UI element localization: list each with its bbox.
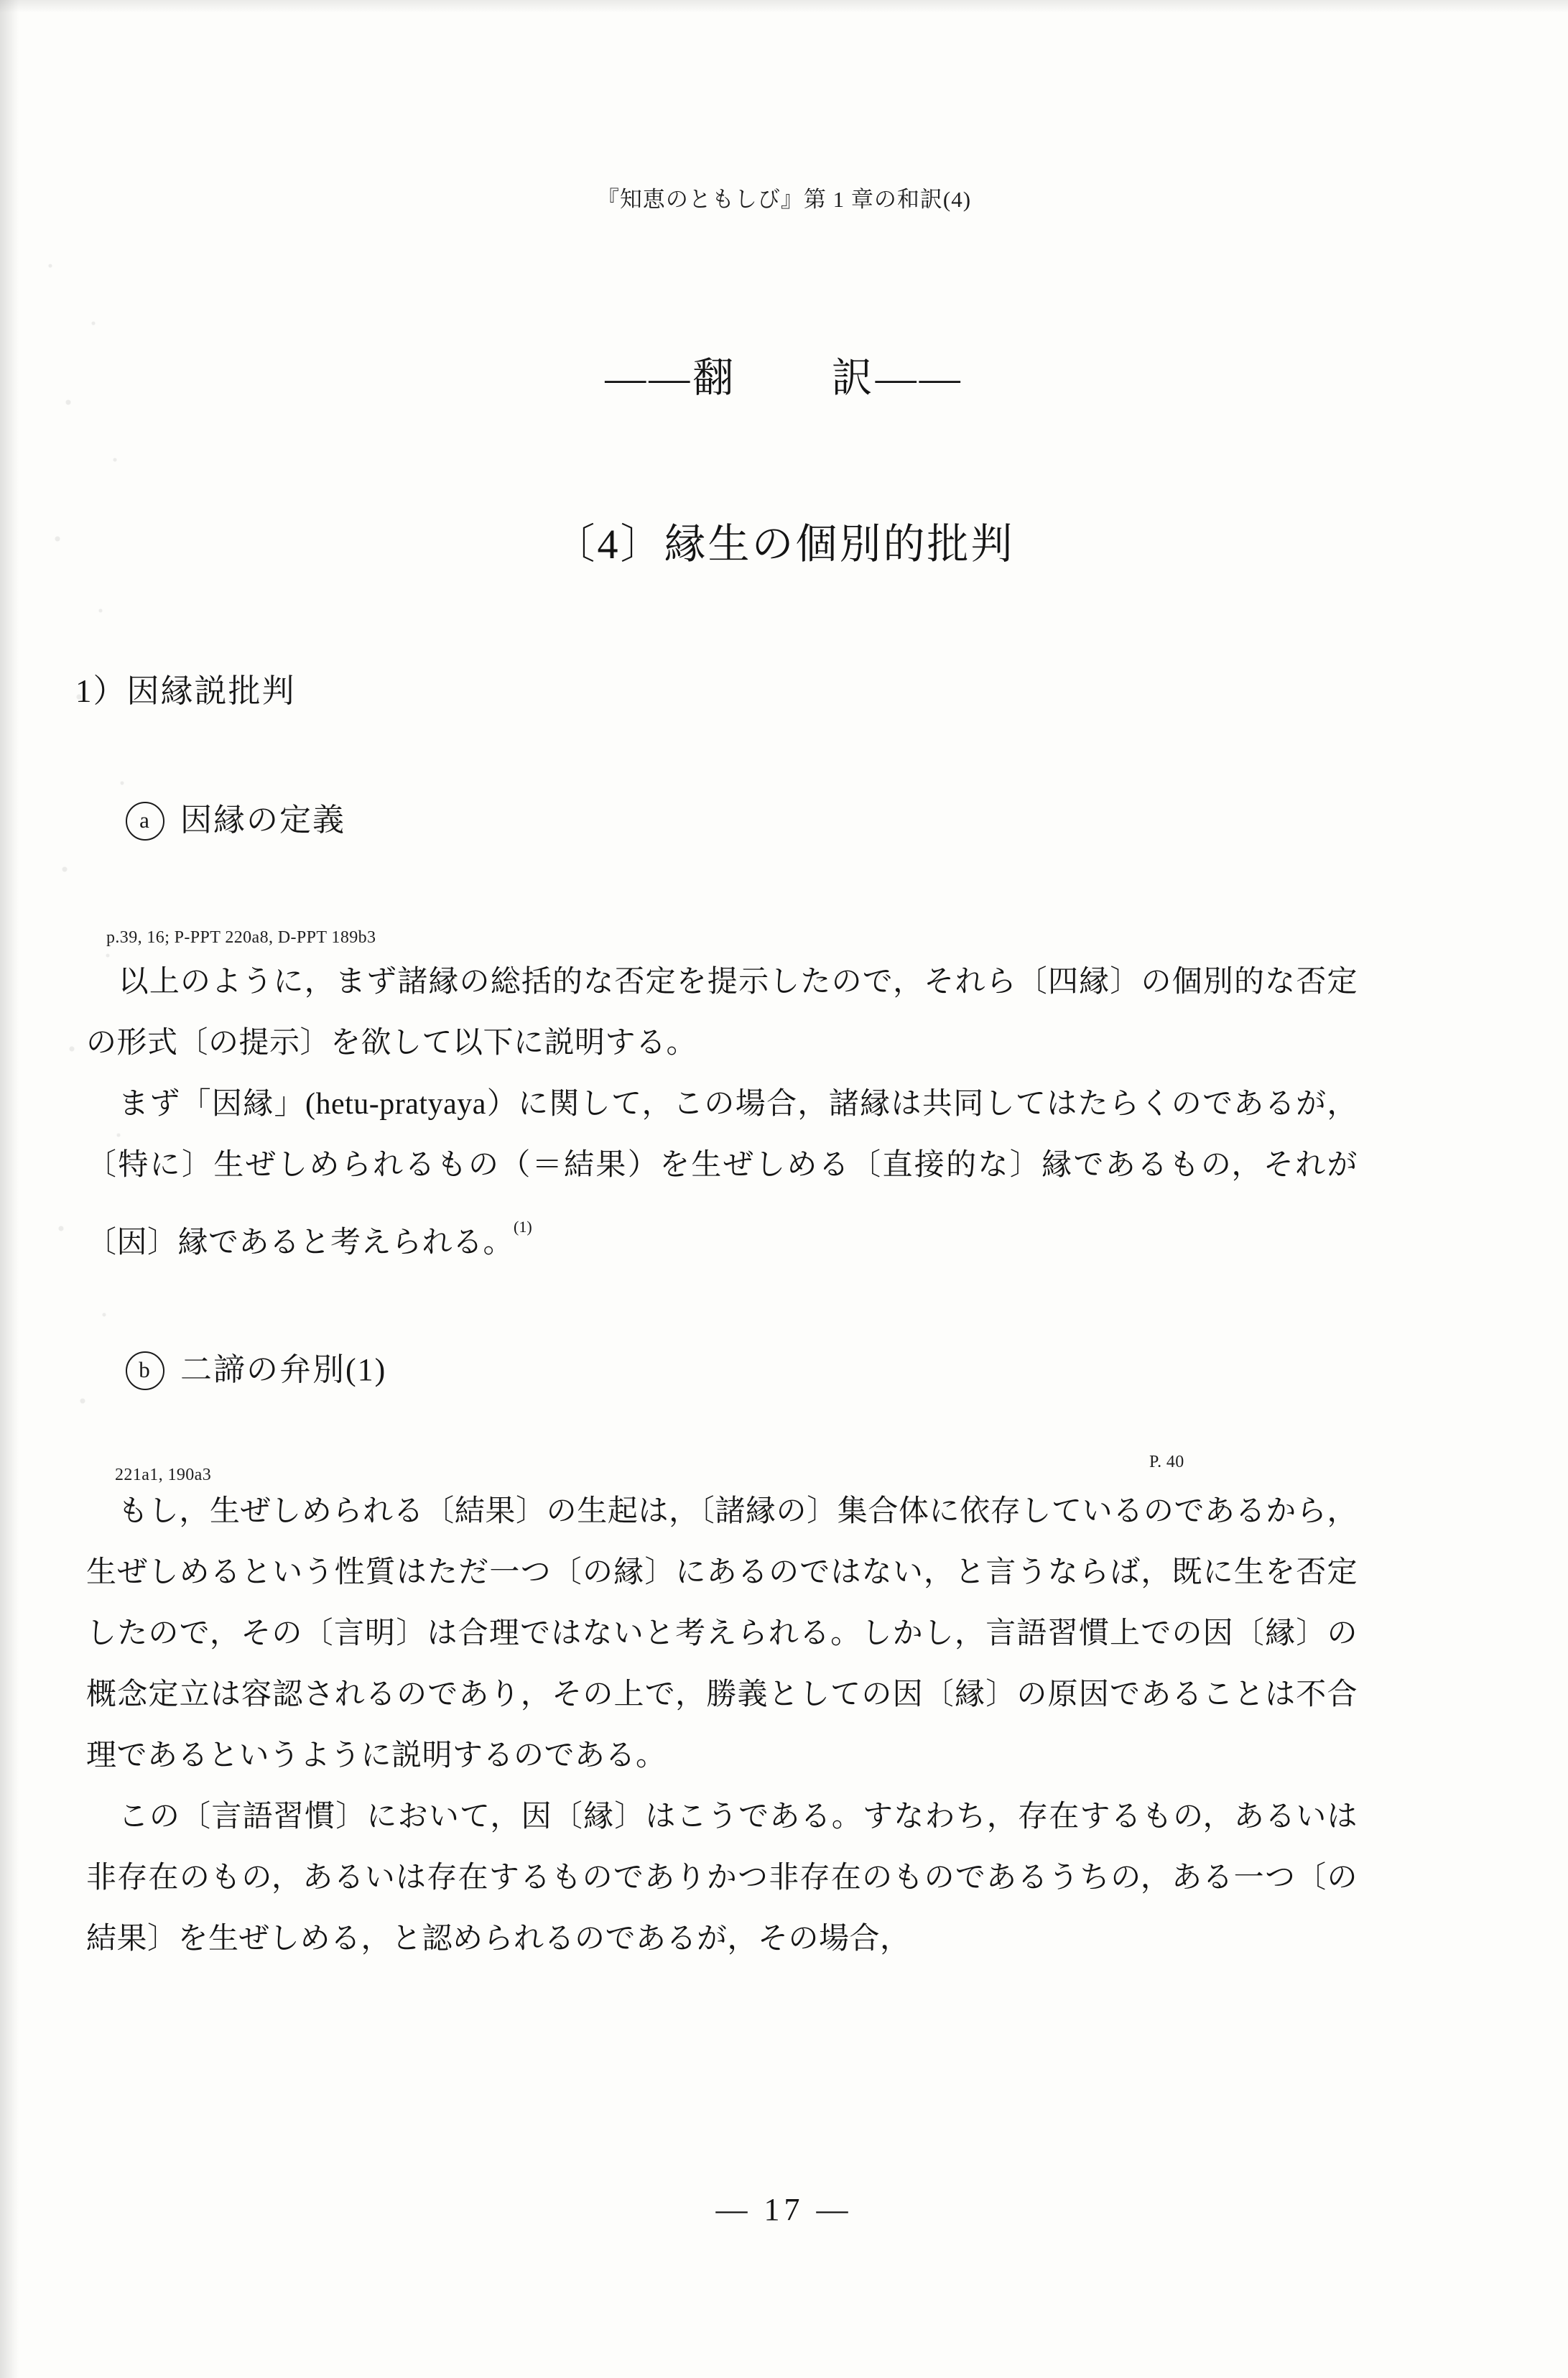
paragraph-3-text-part2: この〔言語習慣〕において，因〔縁〕はこうである。すなわち，存在するもの，あるいは非存在のもの，あるいは存在するものでありかつ非存在のものであるうちの，ある一つ〔の結果〕を生ぜしめる，と認められるのであるが，その場合， xyxy=(86,1800,1358,1956)
section-rule-left: ——翻 xyxy=(605,356,737,401)
heading-subsection-b xyxy=(126,1343,386,1390)
heading-section-number: 1）因縁説批判 xyxy=(75,673,296,709)
chapter-title: 〔4〕縁生の個別的批判 xyxy=(553,521,1015,568)
paragraph-3-text-part1: もし，生ぜしめられる〔結果〕の生起は，〔諸縁の〕集合体に依存しているのであるから，生ぜしめるという性質はただ一つ〔の縁〕にあるのではない，と言うならば，既に生を否定したので，その〔言明〕は合理ではないと考えられる。しかし，言語習慣上での因〔縁〕の概念定立は容認されるのであり，その上で，勝義としての因〔縁〕の原因であることは不合理であるというように説明するのである。 xyxy=(86,1495,1358,1772)
heading-subsection-a xyxy=(126,794,345,841)
folio-reference-2: 221a1, 190a3 xyxy=(115,1466,212,1484)
circled-b-marker: b xyxy=(126,1351,164,1390)
paragraph-2-text: まず「因縁」(hetu-pratyaya）に関して，この場合，諸縁は共同してはたらくのであるが，〔特に〕生ぜしめられるもの（＝結果）を生ぜしめる〔直接的な〕縁であるもの，それが〔因〕縁であると考えられる。 xyxy=(86,1088,1358,1259)
paragraph-3 xyxy=(86,1481,1358,1970)
footnote-marker-1: (1) xyxy=(514,1218,532,1236)
paragraph-1-text: 以上のように，まず諸縁の総括的な否定を提示したので，それら〔四縁〕の個別的な否定の形式〔の提示〕を欲して以下に説明する。 xyxy=(86,966,1358,1060)
page-number: — 17 — xyxy=(715,2192,853,2227)
section-rule xyxy=(0,345,1568,404)
section-rule-right: 訳—— xyxy=(831,356,963,401)
running-head: 『知恵のともしび』第 1 章の和訳(4) xyxy=(596,187,972,212)
heading-subsection-b-label: 二諦の弁別(1) xyxy=(180,1352,387,1387)
circled-a-marker: a xyxy=(126,802,164,841)
folio-reference-3: P. 40 xyxy=(1149,1453,1184,1471)
folio-reference-1: p.39, 16; P-PPT 220a8, D-PPT 189b3 xyxy=(106,928,376,947)
paragraph-2 xyxy=(86,1074,1358,1274)
paragraph-1 xyxy=(86,952,1358,1074)
heading-subsection-a-label: 因縁の定義 xyxy=(180,802,345,838)
